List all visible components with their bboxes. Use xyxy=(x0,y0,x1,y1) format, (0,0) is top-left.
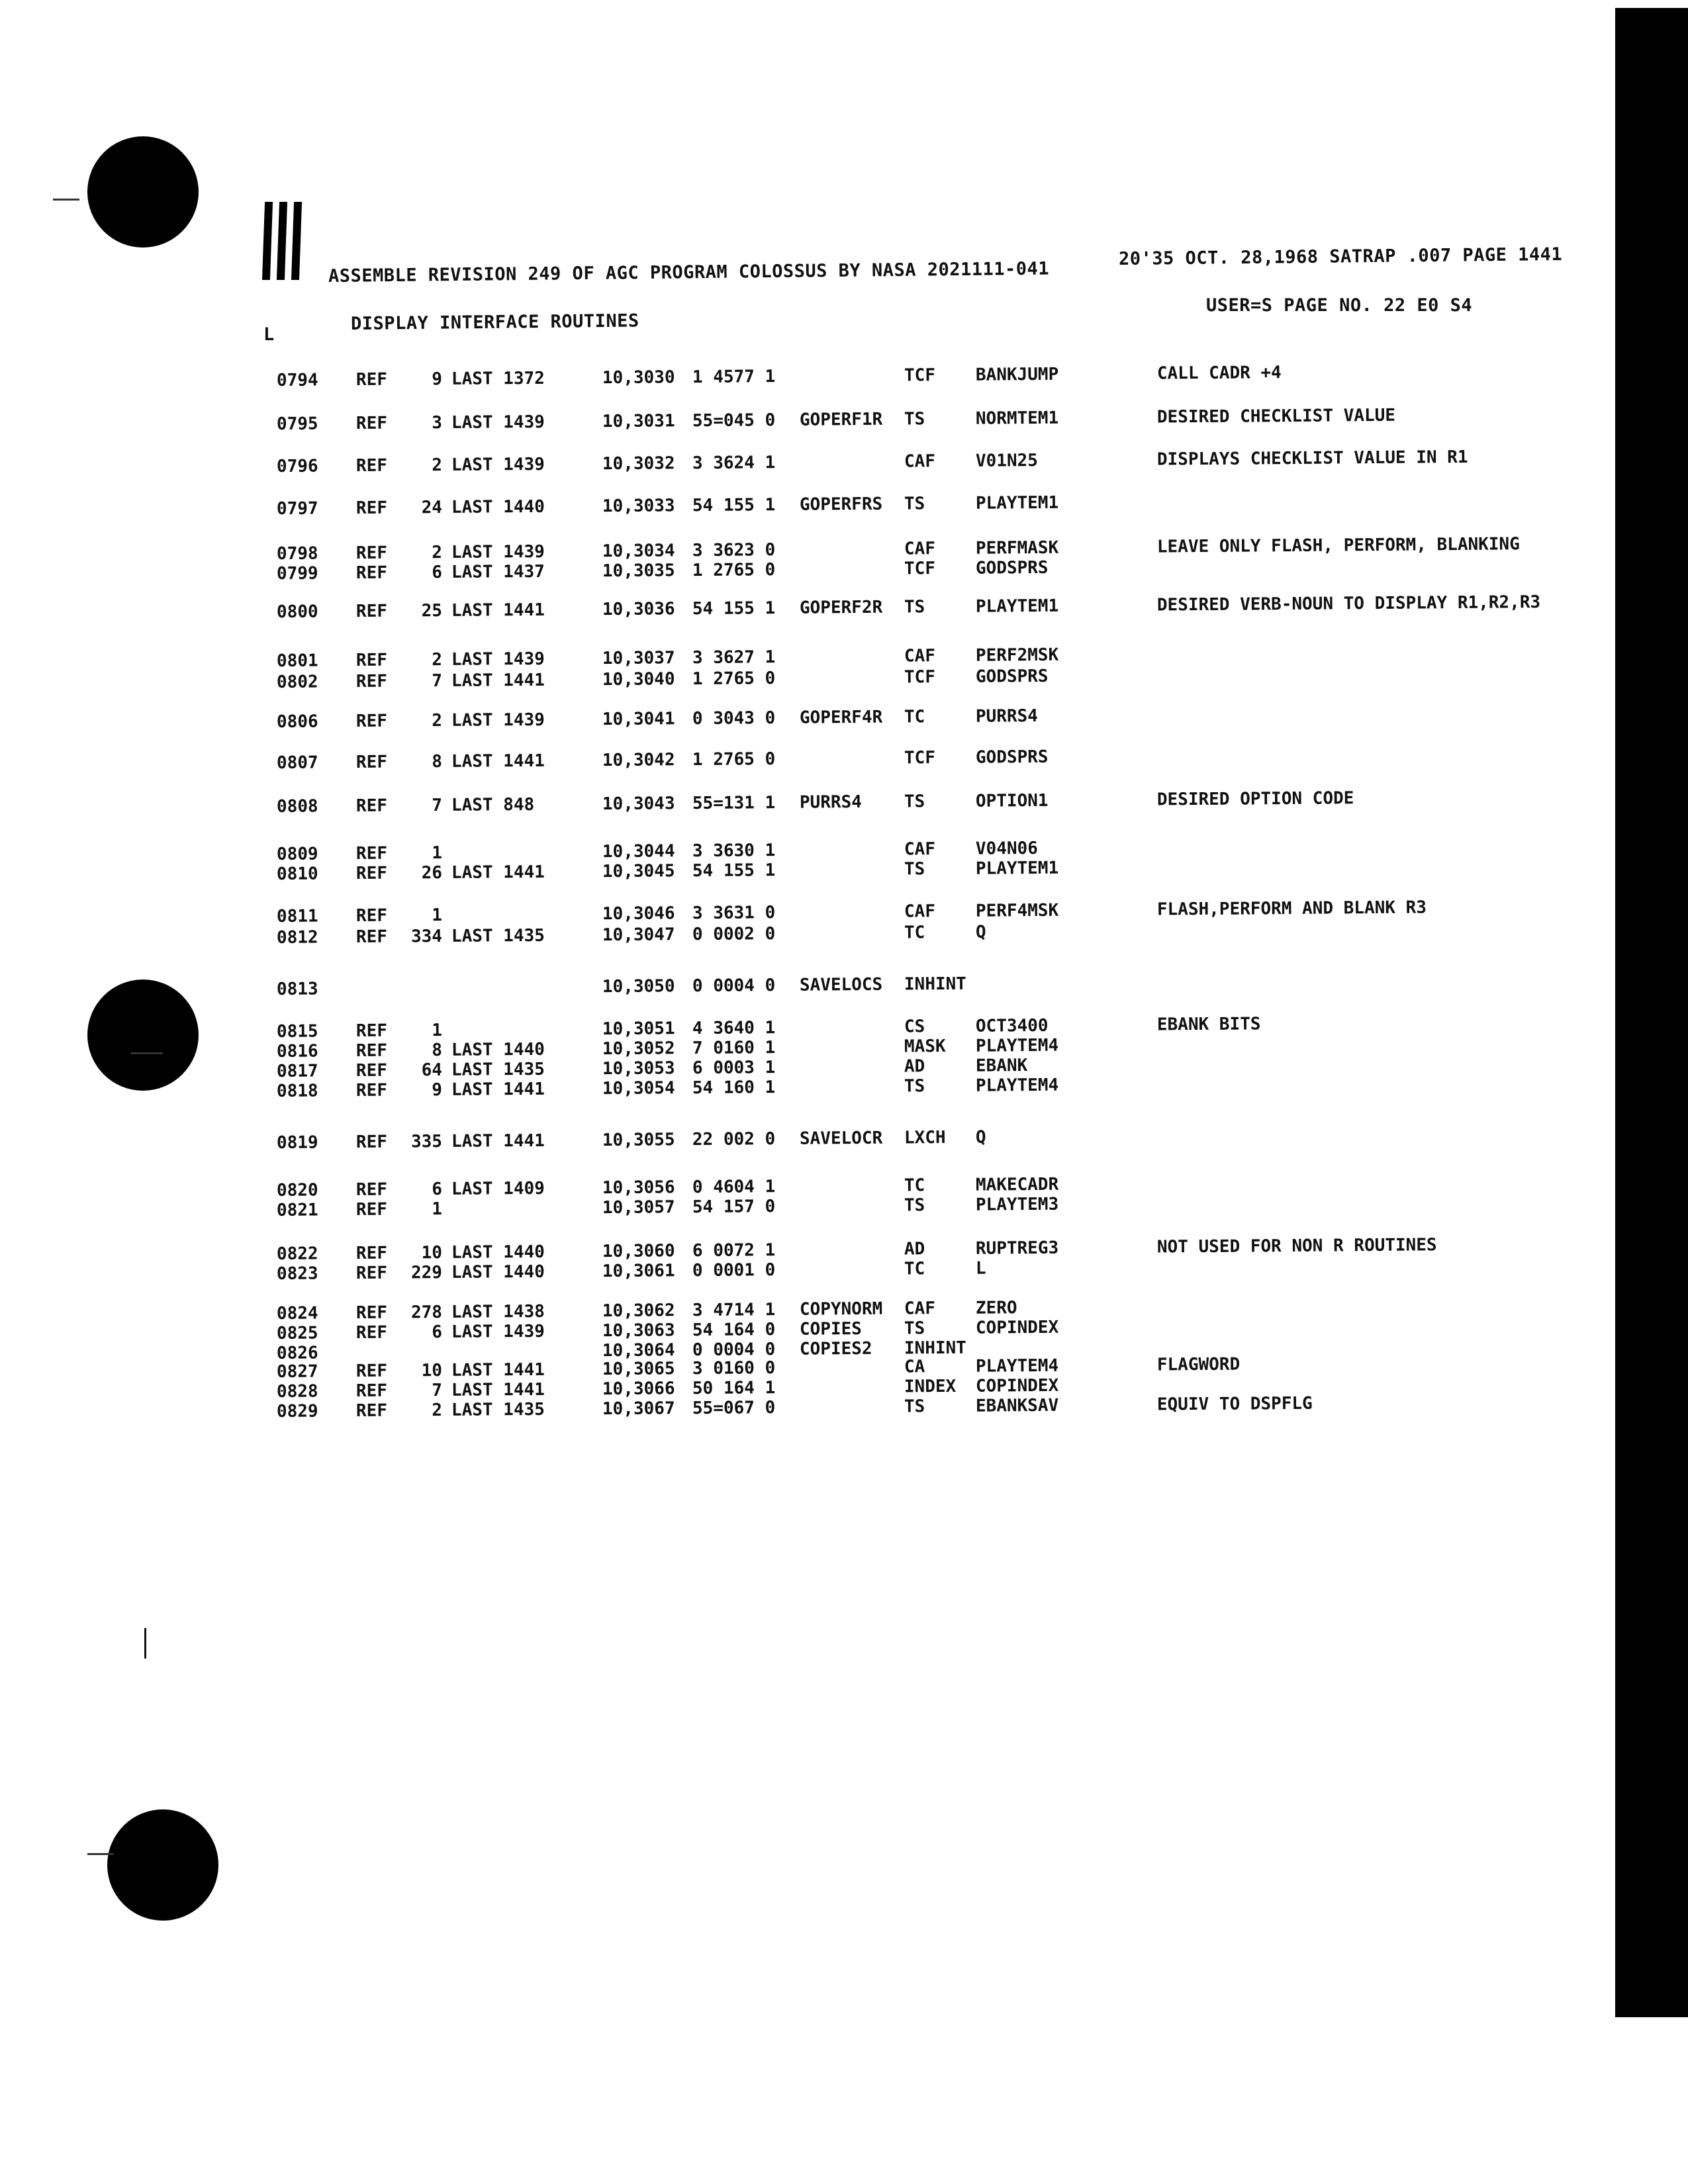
octal-code: 0 0004 0 xyxy=(692,1340,776,1361)
line-number: 0823 xyxy=(276,1263,318,1284)
ref-tag: REF xyxy=(355,671,388,692)
line-number: 0824 xyxy=(276,1303,318,1324)
ref-tag: REF xyxy=(355,1361,388,1382)
label: GOPERF2R xyxy=(799,597,883,618)
operand: V04N06 xyxy=(975,838,1038,859)
ref-tag: REF xyxy=(355,843,388,864)
address: 10,3067 xyxy=(602,1398,675,1420)
octal-code: 4 3640 1 xyxy=(692,1018,776,1039)
opcode: TC xyxy=(904,923,925,943)
last-ref: LAST 1441 xyxy=(451,1130,545,1152)
last-ref: LAST 1439 xyxy=(451,649,545,670)
ref-tag: REF xyxy=(355,1243,388,1264)
comment: NOT USED FOR NON R ROUTINES xyxy=(1156,1235,1437,1257)
operand: Q xyxy=(975,1127,986,1148)
opcode: CAF xyxy=(904,1298,936,1319)
ref-tag: REF xyxy=(355,1400,388,1422)
operand: PLAYTEM1 xyxy=(975,596,1059,617)
ref-count: 229 xyxy=(410,1263,443,1283)
opcode: CS xyxy=(904,1017,925,1037)
address: 10,3060 xyxy=(602,1241,675,1262)
label: COPIES2 xyxy=(799,1338,872,1359)
comment: FLAGWORD xyxy=(1156,1354,1241,1375)
ref-count: 1 xyxy=(432,843,443,864)
octal-code: 50 164 1 xyxy=(692,1378,776,1399)
octal-code: 1 2765 0 xyxy=(692,560,776,581)
operand: RUPTREG3 xyxy=(975,1238,1059,1259)
ref-tag: REF xyxy=(355,796,388,817)
octal-code: 55=131 1 xyxy=(692,793,776,814)
last-ref: LAST 1409 xyxy=(451,1178,545,1199)
operand: PLAYTEM4 xyxy=(975,1355,1059,1377)
opcode: TS xyxy=(904,1195,925,1216)
operand: PURRS4 xyxy=(975,705,1038,727)
address: 10,3055 xyxy=(602,1130,675,1151)
octal-code: 6 0003 1 xyxy=(692,1058,776,1079)
last-ref: LAST 1438 xyxy=(451,1301,545,1322)
last-ref: LAST 1439 xyxy=(451,709,545,731)
address: 10,3053 xyxy=(602,1058,675,1079)
ref-tag: REF xyxy=(355,905,388,927)
operand: COPINDEX xyxy=(975,1375,1059,1396)
opcode: LXCH xyxy=(904,1128,946,1148)
address: 10,3036 xyxy=(602,599,675,620)
opcode: TS xyxy=(904,1076,925,1097)
opcode: CAF xyxy=(904,451,936,472)
last-ref: LAST 1439 xyxy=(451,454,545,475)
ref-tag: REF xyxy=(355,1179,388,1201)
opcode: MASK xyxy=(904,1036,946,1057)
label: COPIES xyxy=(799,1319,862,1340)
label: GOPERFRS xyxy=(799,494,883,515)
opcode: CA xyxy=(904,1357,925,1377)
line-number: 0826 xyxy=(276,1343,318,1363)
last-ref: LAST 1441 xyxy=(451,862,545,883)
octal-code: 7 0160 1 xyxy=(692,1038,776,1059)
octal-code: 3 3630 1 xyxy=(692,841,776,862)
operand: PLAYTEM3 xyxy=(975,1194,1059,1215)
date-page-header: 20'35 OCT. 28,1968 SATRAP .007 PAGE 1441 xyxy=(1118,244,1563,269)
octal-code: 55=045 0 xyxy=(692,410,776,432)
octal-code: 3 3624 1 xyxy=(692,453,776,474)
octal-code: 3 4714 1 xyxy=(692,1300,776,1321)
ref-tag: REF xyxy=(355,711,388,732)
ref-count: 1 xyxy=(432,905,443,926)
operand: GODSPRS xyxy=(975,747,1049,768)
opcode: TS xyxy=(904,597,925,617)
ref-count: 64 xyxy=(421,1060,443,1081)
ref-count: 335 xyxy=(410,1132,443,1152)
section-title: DISPLAY INTERFACE ROUTINES xyxy=(350,310,639,334)
ref-tag: REF xyxy=(355,1021,388,1042)
last-ref: LAST 1435 xyxy=(451,1059,545,1080)
octal-code: 6 0072 1 xyxy=(692,1240,776,1261)
opcode: TCF xyxy=(904,365,936,386)
address: 10,3031 xyxy=(602,411,675,432)
octal-code: 54 155 1 xyxy=(692,860,776,882)
label: GOPERF1R xyxy=(799,409,883,430)
line-number: 0827 xyxy=(276,1361,318,1382)
address: 10,3043 xyxy=(602,794,675,815)
ref-tag: REF xyxy=(355,563,388,584)
opcode: TCF xyxy=(904,748,936,768)
ref-count: 334 xyxy=(410,927,443,947)
last-ref: LAST 1440 xyxy=(451,1242,545,1263)
line-number: 0818 xyxy=(276,1081,318,1101)
ref-tag: REF xyxy=(355,1381,388,1402)
operand: OPTION1 xyxy=(975,790,1049,811)
ref-count: 2 xyxy=(432,650,443,670)
line-number: 0829 xyxy=(276,1401,318,1422)
comment: DISPLAYS CHECKLIST VALUE IN R1 xyxy=(1156,447,1468,470)
last-ref: LAST 1437 xyxy=(451,561,545,582)
line-number: 0796 xyxy=(276,456,318,477)
operand: V01N25 xyxy=(975,450,1038,471)
ref-count: 3 xyxy=(432,413,443,433)
last-ref: LAST 1435 xyxy=(451,925,545,946)
octal-code: 54 155 1 xyxy=(692,495,776,516)
operand: PLAYTEM4 xyxy=(975,1075,1059,1096)
operand: MAKECADR xyxy=(975,1174,1059,1195)
octal-code: 0 3043 0 xyxy=(692,708,776,729)
last-ref: LAST 1435 xyxy=(451,1399,545,1420)
operand: GODSPRS xyxy=(975,557,1049,578)
opcode: TCF xyxy=(904,559,936,579)
octal-code: 54 157 0 xyxy=(692,1197,776,1218)
comment: LEAVE ONLY FLASH, PERFORM, BLANKING xyxy=(1156,534,1520,557)
ref-count: 7 xyxy=(432,1381,443,1401)
comment: EBANK BITS xyxy=(1156,1014,1261,1035)
opcode: TC xyxy=(904,707,925,727)
opcode: TS xyxy=(904,859,925,880)
octal-code: 0 4604 1 xyxy=(692,1177,776,1198)
octal-code: 54 160 1 xyxy=(692,1077,776,1099)
comment: DESIRED VERB-NOUN TO DISPLAY R1,R2,R3 xyxy=(1156,592,1541,615)
label: GOPERF4R xyxy=(799,707,883,728)
last-ref: LAST 1441 xyxy=(451,670,545,691)
operand: Q xyxy=(975,922,986,942)
octal-code: 0 0001 0 xyxy=(692,1260,776,1281)
opcode: AD xyxy=(904,1239,925,1259)
address: 10,3045 xyxy=(602,861,675,882)
ref-tag: REF xyxy=(355,1080,388,1101)
operand: PERF2MSK xyxy=(975,645,1059,666)
address: 10,3061 xyxy=(602,1261,675,1282)
operand: EBANKSAV xyxy=(975,1395,1059,1416)
address: 10,3050 xyxy=(602,976,675,997)
ref-tag: REF xyxy=(355,1199,388,1220)
ref-tag: REF xyxy=(355,1060,388,1081)
ref-count: 8 xyxy=(432,752,443,772)
ref-tag: REF xyxy=(355,927,388,948)
address: 10,3042 xyxy=(602,750,675,771)
opcode: CAF xyxy=(904,839,936,860)
octal-code: 55=067 0 xyxy=(692,1398,776,1419)
line-number: 0811 xyxy=(276,906,318,927)
ref-tag: REF xyxy=(355,601,388,622)
opcode: TS xyxy=(904,1396,925,1417)
ref-count: 10 xyxy=(421,1361,443,1381)
ref-count: 6 xyxy=(432,563,443,583)
operand: PLAYTEM1 xyxy=(975,858,1059,879)
last-ref: LAST 1439 xyxy=(451,412,545,433)
ref-tag: REF xyxy=(355,1322,388,1343)
line-number: 0801 xyxy=(276,651,318,671)
comment: EQUIV TO DSPFLG xyxy=(1156,1393,1313,1415)
last-ref: LAST 1440 xyxy=(451,1261,545,1283)
last-ref: LAST 1441 xyxy=(451,1079,545,1100)
ref-tag: REF xyxy=(355,413,388,434)
ref-tag: REF xyxy=(355,650,388,671)
ref-count xyxy=(396,978,442,979)
ref-tag: REF xyxy=(355,1040,388,1062)
ref-count: 9 xyxy=(432,1080,443,1101)
opcode: INHINT xyxy=(904,974,966,995)
address: 10,3044 xyxy=(602,841,675,862)
address: 10,3051 xyxy=(602,1019,675,1040)
octal-code: 3 3623 0 xyxy=(692,540,776,561)
ref-count: 9 xyxy=(432,369,443,390)
line-number: 0816 xyxy=(276,1041,318,1062)
operand: L xyxy=(975,1258,986,1279)
ref-tag: REF xyxy=(355,455,388,477)
ref-count: 10 xyxy=(421,1243,443,1263)
address: 10,3040 xyxy=(602,669,675,690)
line-number: 0812 xyxy=(276,927,318,948)
ref-count: 26 xyxy=(421,863,443,884)
line-number: 0800 xyxy=(276,602,318,622)
octal-code: 22 002 0 xyxy=(692,1129,776,1150)
line-number: 0810 xyxy=(276,864,318,884)
address: 10,3054 xyxy=(602,1078,675,1099)
octal-code: 54 164 0 xyxy=(692,1320,776,1341)
opcode: TS xyxy=(904,409,925,430)
opcode: TCF xyxy=(904,667,936,688)
octal-code: 1 4577 1 xyxy=(692,367,776,388)
ref-tag: REF xyxy=(355,1132,388,1153)
opcode: CAF xyxy=(904,539,936,559)
ref-tag: REF xyxy=(355,1302,388,1324)
opcode: CAF xyxy=(904,901,936,922)
ref-count: 8 xyxy=(432,1040,443,1061)
address: 10,3041 xyxy=(602,709,675,730)
ref-count: 6 xyxy=(432,1322,443,1343)
ref-count: 7 xyxy=(432,671,443,692)
ref-count: 1 xyxy=(432,1021,443,1041)
octal-code: 1 2765 0 xyxy=(692,749,776,770)
line-number: 0806 xyxy=(276,711,318,732)
ref-tag: REF xyxy=(355,498,388,519)
opcode: TS xyxy=(904,1318,925,1339)
address: 10,3066 xyxy=(602,1379,675,1400)
opcode: CAF xyxy=(904,646,936,666)
ref-count: 7 xyxy=(432,796,443,816)
ref-tag: REF xyxy=(355,752,388,773)
l-marker: L xyxy=(263,324,275,345)
ref-count: 2 xyxy=(432,455,443,476)
operand: PERF4MSK xyxy=(975,900,1059,921)
line-number: 0795 xyxy=(276,414,318,434)
last-ref: LAST 1440 xyxy=(451,496,545,518)
octal-code: 3 3627 1 xyxy=(692,647,776,668)
address: 10,3046 xyxy=(602,903,675,925)
line-number: 0819 xyxy=(276,1132,318,1153)
octal-code: 0 0004 0 xyxy=(692,976,776,997)
opcode: INHINT xyxy=(904,1338,966,1359)
last-ref: LAST 1372 xyxy=(451,368,545,389)
address: 10,3037 xyxy=(602,648,675,669)
operand: OCT3400 xyxy=(975,1015,1049,1036)
last-ref: LAST 1439 xyxy=(451,541,545,563)
operand: NORMTEM1 xyxy=(975,408,1059,429)
line-number: 0828 xyxy=(276,1381,318,1402)
line-number: 0813 xyxy=(276,979,318,999)
line-number: 0825 xyxy=(276,1323,318,1343)
last-ref: LAST 1440 xyxy=(451,1039,545,1060)
address: 10,3062 xyxy=(602,1300,675,1322)
line-number: 0802 xyxy=(276,672,318,692)
operand: PLAYTEM4 xyxy=(975,1035,1059,1056)
ref-tag: REF xyxy=(355,543,388,564)
line-number: 0822 xyxy=(276,1244,318,1264)
octal-code: 1 2765 0 xyxy=(692,668,776,690)
opcode: TC xyxy=(904,1175,925,1196)
operand: PERFMASK xyxy=(975,537,1059,559)
ref-count: 2 xyxy=(432,711,443,731)
octal-code: 3 0160 0 xyxy=(692,1358,776,1379)
line-number: 0815 xyxy=(276,1021,318,1042)
label: COPYNORM xyxy=(799,1298,883,1320)
address: 10,3035 xyxy=(602,561,675,582)
line-number: 0798 xyxy=(276,543,318,564)
ref-tag: REF xyxy=(355,1263,388,1284)
last-ref: LAST 1439 xyxy=(451,1321,545,1342)
line-number: 0794 xyxy=(276,370,318,390)
assemble-header: ASSEMBLE REVISION 249 OF AGC PROGRAM COLOSSUS BY NASA 2021111-041 xyxy=(328,258,1050,287)
address: 10,3052 xyxy=(602,1038,675,1060)
line-number: 0797 xyxy=(276,498,318,519)
ref-count: 6 xyxy=(432,1179,443,1200)
ref-count: 24 xyxy=(421,498,443,518)
address: 10,3063 xyxy=(602,1320,675,1342)
line-number: 0817 xyxy=(276,1061,318,1081)
opcode: AD xyxy=(904,1056,925,1077)
label: PURRS4 xyxy=(799,792,862,813)
comment: DESIRED OPTION CODE xyxy=(1156,788,1354,810)
ref-count: 278 xyxy=(410,1302,443,1323)
comment: DESIRED CHECKLIST VALUE xyxy=(1156,405,1396,428)
address: 10,3033 xyxy=(602,496,675,517)
ref-count: 2 xyxy=(432,543,443,563)
address: 10,3065 xyxy=(602,1359,675,1380)
line-number: 0808 xyxy=(276,796,318,817)
last-ref: LAST 1441 xyxy=(451,1359,545,1381)
address: 10,3057 xyxy=(602,1197,675,1218)
last-ref: LAST 1441 xyxy=(451,751,545,772)
operand: ZERO xyxy=(975,1298,1017,1318)
address: 10,3064 xyxy=(602,1340,675,1361)
line-number: 0809 xyxy=(276,844,318,864)
operand: BANKJUMP xyxy=(975,364,1059,385)
last-ref: LAST 848 xyxy=(451,794,535,815)
opcode: INDEX xyxy=(904,1376,957,1397)
label: SAVELOCS xyxy=(799,974,883,995)
operand: GODSPRS xyxy=(975,666,1049,687)
operand: EBANK xyxy=(975,1056,1028,1076)
ref-count: 1 xyxy=(432,1199,443,1220)
opcode: TC xyxy=(904,1259,925,1279)
line-number: 0820 xyxy=(276,1180,318,1201)
last-ref: LAST 1441 xyxy=(451,600,545,621)
label: SAVELOCR xyxy=(799,1128,883,1149)
last-ref: LAST 1441 xyxy=(451,1379,545,1400)
users-page-number: USER=S PAGE NO. 22 E0 S4 xyxy=(1206,295,1473,316)
line-number: 0821 xyxy=(276,1200,318,1220)
octal-code: 54 155 1 xyxy=(692,598,776,619)
opcode: TS xyxy=(904,792,925,812)
opcode: TS xyxy=(904,494,925,514)
address: 10,3056 xyxy=(602,1177,675,1199)
address: 10,3034 xyxy=(602,541,675,562)
line-number: 0807 xyxy=(276,752,318,773)
ref-tag: REF xyxy=(355,863,388,884)
operand: PLAYTEM1 xyxy=(975,492,1059,514)
comment: CALL CADR +4 xyxy=(1156,363,1282,384)
octal-code: 3 3631 0 xyxy=(692,903,776,924)
operand: COPINDEX xyxy=(975,1317,1059,1338)
ref-count: 25 xyxy=(421,601,443,621)
address: 10,3032 xyxy=(602,453,675,475)
ref-tag: REF xyxy=(355,369,388,390)
line-number: 0799 xyxy=(276,563,318,584)
comment: FLASH,PERFORM AND BLANK R3 xyxy=(1156,897,1427,920)
address: 10,3047 xyxy=(602,925,675,946)
octal-code: 0 0002 0 xyxy=(692,924,776,945)
ref-count: 2 xyxy=(432,1400,443,1421)
address: 10,3030 xyxy=(602,367,675,388)
